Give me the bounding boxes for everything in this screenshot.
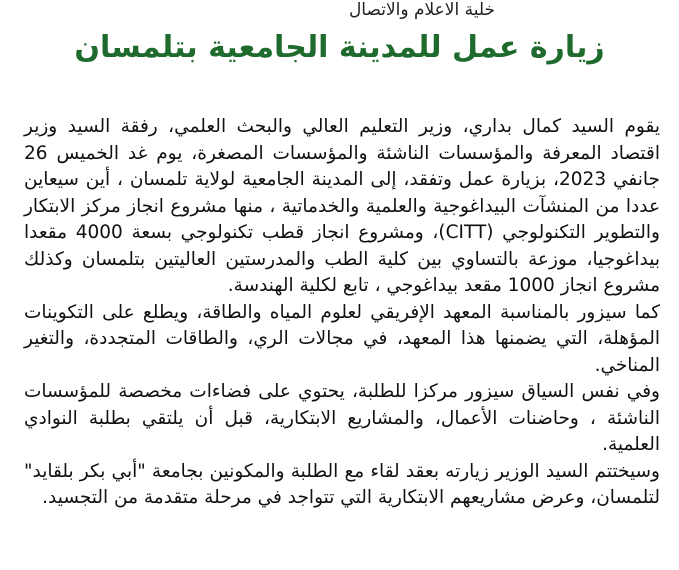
page-title: زيارة عمل للمدينة الجامعية بتلمسان xyxy=(74,30,605,65)
paragraph-1: يقوم السيد كمال بداري، وزير التعليم العالي والبحث العلمي، رفقة السيد وزير اقتصاد المعرفة والمؤسسات الناشئة والمؤسسات المصغرة، يوم غد الخميس 26 جانفي 2023، بزيارة عمل وتفقد، إلى المدينة الجامعية لولاية تلمسان ، أين سيعاين عددا من المنشآت البيداغوجية والعلمية والخدماتية ، منها مشروع انجاز مركز الابتكار والتطوير التكنولوجي (CITT)، ومشروع انجاز قطب تكنولوجي بسعة 4000 مقعدا بيداغوجيا، موزعة بالتساوي بين كلية الطب والمدرستين العاليتين بتلمسان وكذلك مشروع انجاز 1000 مقعد بيداغوجي ، تابع لكلية الهندسة. xyxy=(24,116,660,296)
department-name: خلية الاعلام والاتصال xyxy=(348,0,495,20)
cropped-header-row xyxy=(0,0,679,2)
paragraph-4: وسيختتم السيد الوزير زيارته بعقد لقاء مع الطلبة والمكونين بجامعة "أبي بكر بلقايد" لتلمسان، وعرض مشاريعهم الابتكارية التي تتواجد في مرحلة متقدمة من التجسيد. xyxy=(24,460,660,508)
article-body xyxy=(24,114,660,512)
paragraph-2: كما سيزور بالمناسبة المعهد الإفريقي لعلوم المياه والطاقة، ويطلع على التكوينات المؤهلة، التي يضمنها هذا المعهد، في مجالات الري، والطاقات المتجددة، والتغير المناخي. xyxy=(24,301,660,376)
paragraph-3: وفي نفس السياق سيزور مركزا للطلبة، يحتوي على فضاءات مخصصة للمؤسسات الناشئة ، وحاضنات الأعمال، والمشاريع الابتكارية، قبل أن يلتقي بطلبة النوادي العلمية. xyxy=(24,381,660,455)
